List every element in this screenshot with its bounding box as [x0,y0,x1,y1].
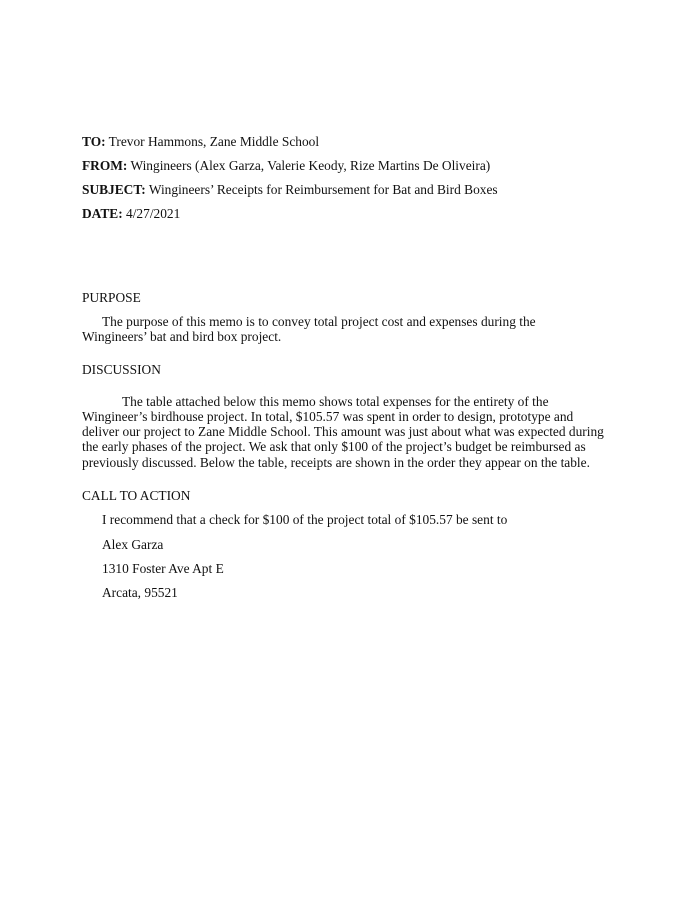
recipient-city: Arcata, 95521 [102,585,178,600]
date-label: DATE: [82,206,123,221]
recipient-street: 1310 Foster Ave Apt E [102,561,224,576]
discussion-line-4: the early phases of the project. We ask that only $100 of the project’s budget be reimbursed as [82,439,586,454]
to-label: TO: [82,134,106,149]
recommendation-text: I recommend that a check for $100 of the project total of $105.57 be sent to [102,512,508,527]
subject-value: Wingineers’ Receipts for Reimbursement for Bat and Bird Boxes [145,182,498,197]
purpose-heading: PURPOSE [82,290,141,305]
discussion-line-2: Wingineer’s birdhouse project. In total, $105.57 was spent in order to design, prototype and [82,409,574,424]
from-value: Wingineers (Alex Garza, Valerie Keody, Rize Martins De Oliveira) [127,158,491,173]
date-line [82,206,180,222]
subject-label: SUBJECT: [82,182,146,197]
from-line [82,158,490,174]
recipient-name: Alex Garza [102,537,164,552]
discussion-line-1: The table attached below this memo shows total expenses for the entirety of the [122,394,549,409]
purpose-line-2: Wingineers’ bat and bird box project. [82,329,282,344]
from-label: FROM: [82,158,128,173]
discussion-heading: DISCUSSION [82,362,161,377]
discussion-line-3: deliver our project to Zane Middle School. This amount was just about what was expected during [82,424,604,439]
discussion-line-5: previously discussed. Below the table, receipts are shown in the order they appear on the table. [82,455,590,470]
to-line [82,134,319,150]
call-to-action-heading: CALL TO ACTION [82,488,191,503]
purpose-line-1: The purpose of this memo is to convey total project cost and expenses during the [102,314,536,329]
date-value: 4/27/2021 [122,206,181,221]
subject-line [82,182,498,198]
to-value: Trevor Hammons, Zane Middle School [105,134,320,149]
